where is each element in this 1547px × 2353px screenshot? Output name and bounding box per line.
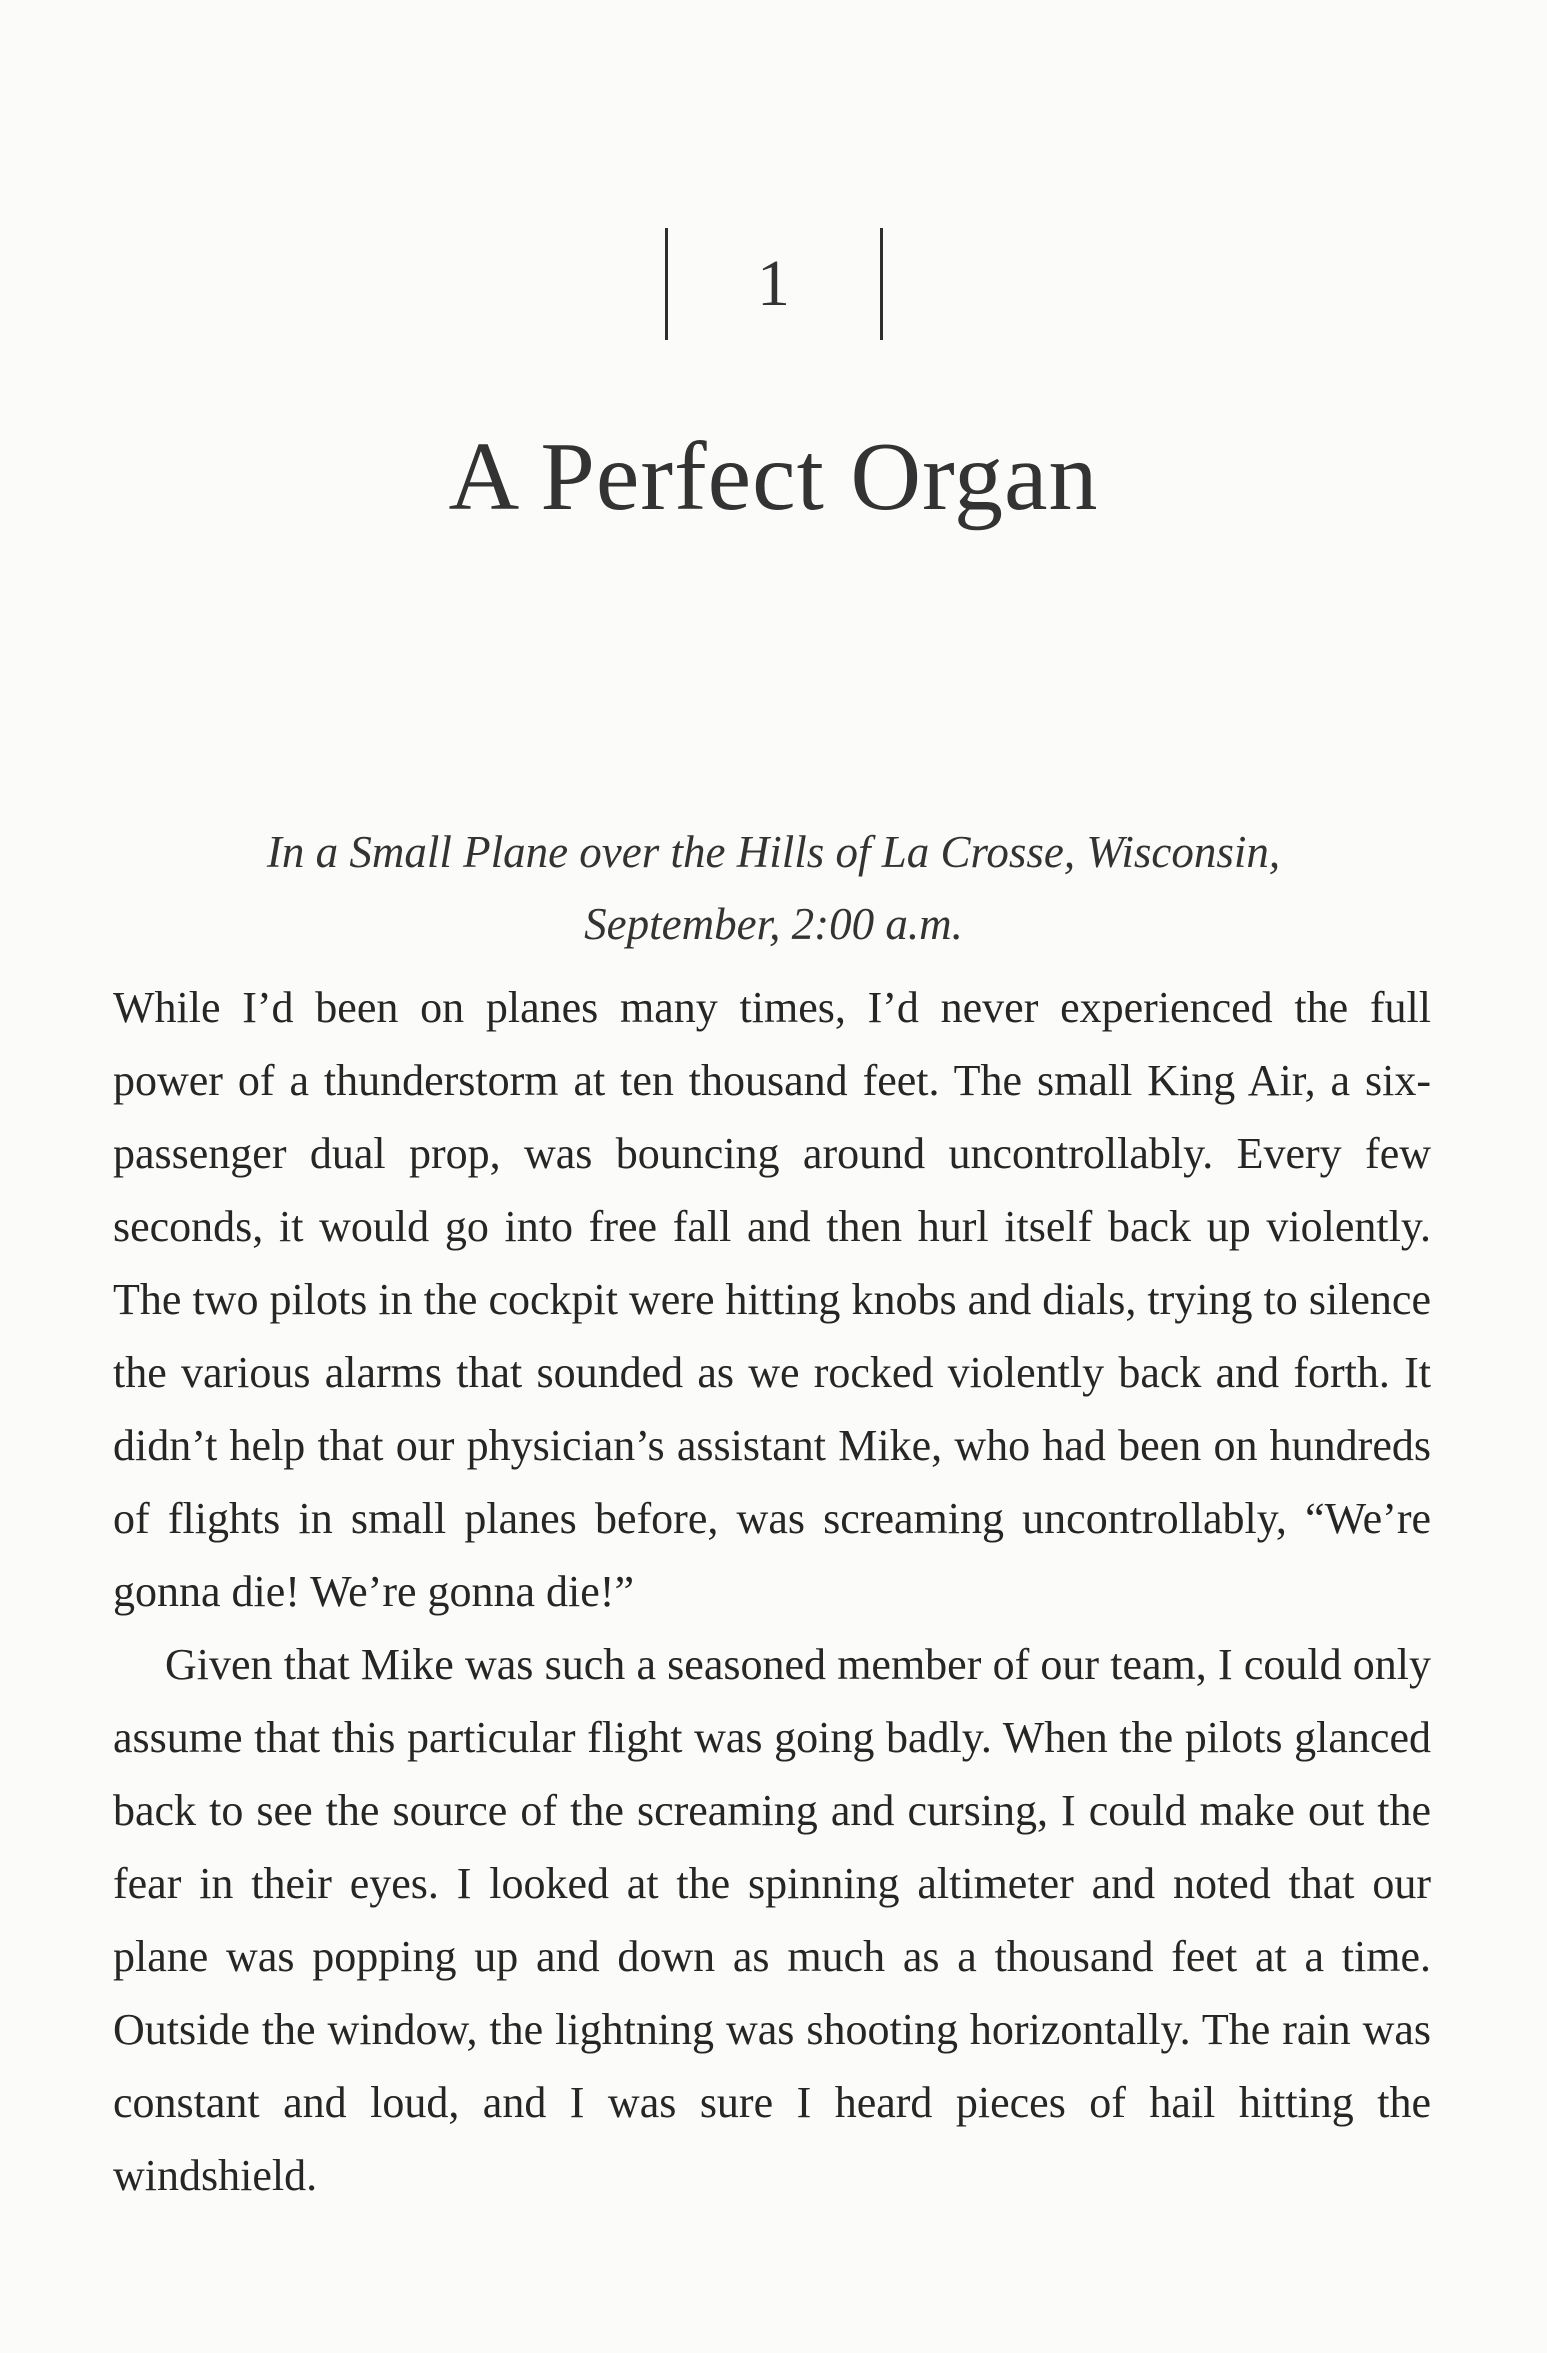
location-dateline — [100, 816, 1447, 960]
right-rule — [880, 228, 883, 340]
paragraph-2: Given that Mike was such a seasoned member of our team, I could only assume that this particular flight was going badly. When the pilots glanced back to see the source of the screaming and cursing, I could make out the fear in their eyes. I looked at the spinning altimeter and noted that our plane was popping up and down as much as a thousand feet at a time. Outside the window, the lightning was shooting horizontally. The rain was constant and loud, and I was sure I heard pieces of hail hitting the windshield. — [113, 1640, 1431, 2200]
paragraph-1: While I’d been on planes many times, I’d never experienced the full power of a thunderstorm at ten thousand feet. The small King Air, a six-passenger dual prop, was bouncing around uncontrollably. Every few seconds, it would go into free fall and then hurl itself back up violently. The two pilots in the cockpit were hitting knobs and dials, trying to silence the various alarms that sounded as we rocked violently back and forth. It didn’t help that our physician’s assistant Mike, who had been on hundreds of flights in small planes before, was screaming uncontrollably, “We’re gonna die! We’re gonna die!” — [113, 983, 1431, 1616]
chapter-title: A Perfect Organ — [448, 423, 1099, 531]
chapter-number: 1 — [757, 247, 790, 320]
location-line-2: September, 2:00 a.m. — [584, 899, 963, 949]
chapter-number-block — [0, 228, 1547, 340]
body-text — [113, 971, 1431, 2212]
location-line-1: In a Small Plane over the Hills of La Crosse, Wisconsin, — [266, 827, 1281, 877]
